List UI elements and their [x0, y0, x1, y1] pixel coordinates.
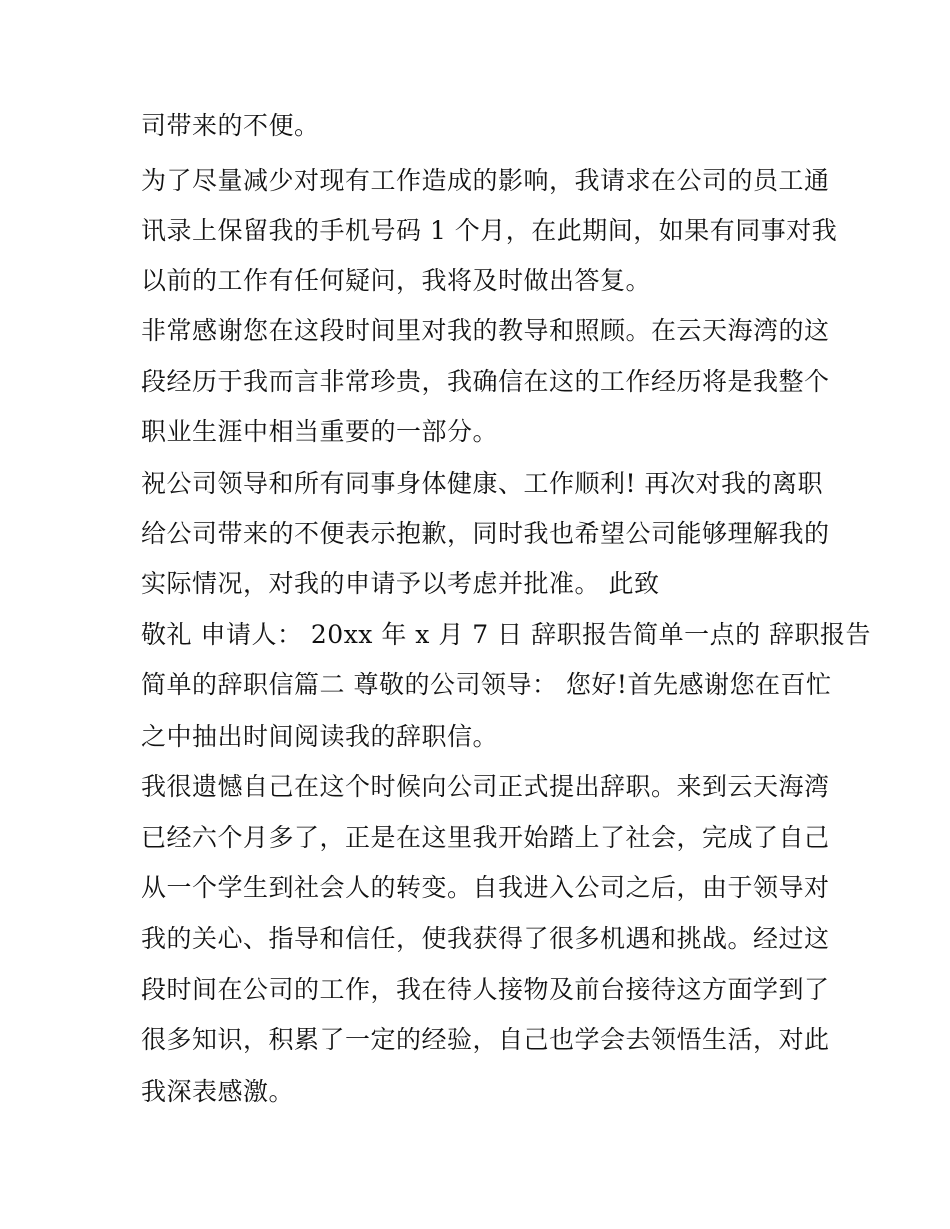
- text-line: 从一个学生到社会人的转变。自我进入公司之后，由于领导对: [141, 873, 830, 902]
- text-line: 我的关心、指导和信任，使我获得了很多机遇和挑战。经过这: [141, 924, 830, 953]
- text-line: 司带来的不便。: [141, 111, 320, 140]
- text-line: 职业生涯中相当重要的一部分。: [141, 417, 499, 446]
- text-line: 以前的工作有任何疑问，我将及时做出答复。: [141, 266, 652, 295]
- text-line: 很多知识，积累了一定的经验，自己也学会去领悟生活，对此: [141, 1025, 830, 1054]
- text-line: 段时间在公司的工作，我在待人接物及前台接待这方面学到了: [141, 975, 830, 1004]
- text-line: 段经历于我而言非常珍贵，我确信在这的工作经历将是我整个: [141, 367, 830, 396]
- text-line: 我深表感激。: [141, 1077, 295, 1106]
- text-line: 讯录上保留我的手机号码 1 个月，在此期间，如果有同事对我: [141, 216, 838, 245]
- text-line: 敬礼 申请人： 20xx 年 x 月 7 日 辞职报告简单一点的 辞职报告: [141, 620, 872, 649]
- text-line: 非常感谢您在这段时间里对我的教导和照顾。在云天海湾的这: [141, 316, 830, 345]
- text-line: 我很遗憾自己在这个时候向公司正式提出辞职。来到云天海湾: [141, 772, 830, 801]
- text-line: 祝公司领导和所有同事身体健康、工作顺利! 再次对我的离职: [141, 469, 823, 498]
- text-line: 已经六个月多了，正是在这里我开始踏上了社会，完成了自己: [141, 823, 830, 852]
- text-line: 给公司带来的不便表示抱歉，同时我也希望公司能够理解我的: [141, 519, 830, 548]
- text-line: 为了尽量减少对现有工作造成的影响，我请求在公司的员工通: [141, 166, 830, 195]
- text-line: 简单的辞职信篇二 尊敬的公司领导： 您好!首先感谢您在百忙: [141, 670, 832, 699]
- text-line: 实际情况，对我的申请予以考虑并批准。 此致: [141, 569, 660, 598]
- text-line: 之中抽出时间阅读我的辞职信。: [141, 722, 499, 751]
